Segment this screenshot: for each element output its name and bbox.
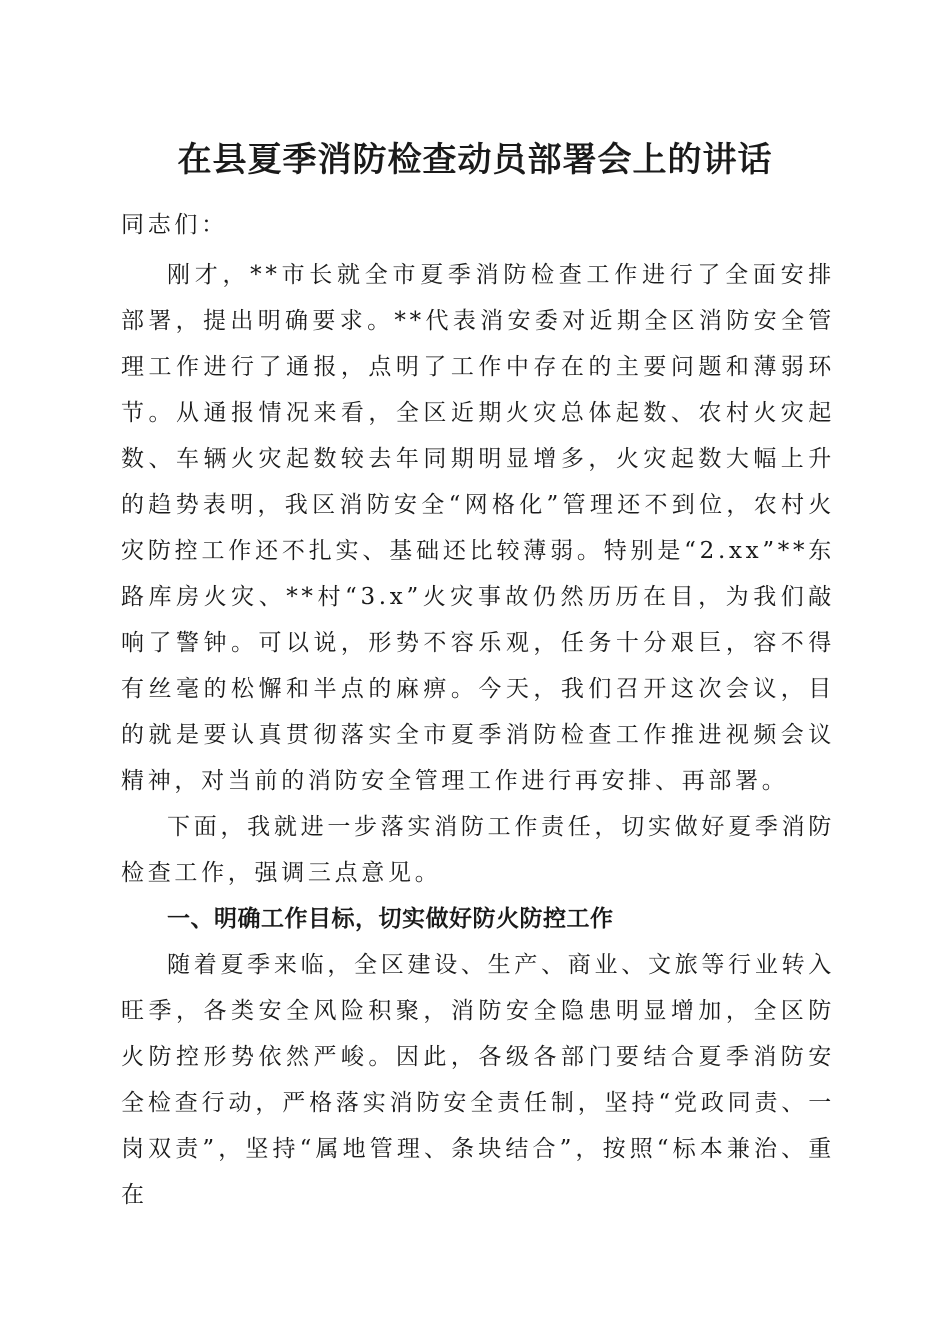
- document-body: [121, 202, 835, 1218]
- document-title: 在县夏季消防检查动员部署会上的讲话: [177, 140, 773, 180]
- paragraph-opening: 刚才，**市长就全市夏季消防检查工作进行了全面安排部署，提出明确要求。**代表消安委对近期全区消防安全管理工作进行了通报，点明了工作中存在的主要问题和薄弱环节。从通报情况来看，全区近期火灾总体起数、农村火灾起数、车辆火灾起数较去年同期明显增多，火灾起数大幅上升的趋势表明，我区消防安全“网格化”管理还不到位，农村火灾防控工作还不扎实、基础还比较薄弱。特别是“2.xx”**东路库房火灾、**村“3.x”火灾事故仍然历历在目，为我们敲响了警钟。可以说，形势不容乐观，任务十分艰巨，容不得有丝毫的松懈和半点的麻痹。今天，我们召开这次会议，目的就是要认真贯彻落实全市夏季消防检查工作推进视频会议精神，对当前的消防安全管理工作进行再安排、再部署。: [121, 262, 835, 794]
- paragraph-section-1: 随着夏季来临，全区建设、生产、商业、文旅等行业转入旺季，各类安全风险积聚，消防安全隐患明显增加，全区防火防控形势依然严峻。因此，各级各部门要结合夏季消防安全检查行动，严格落实消防安全责任制，坚持“党政同责、一岗双责”，坚持“属地管理、条块结合”，按照“标本兼治、重在: [121, 952, 835, 1208]
- section-heading: 一、明确工作目标，切实做好防火防控工作: [167, 906, 614, 932]
- salutation: 同志们：: [121, 212, 228, 238]
- paragraph-transition: 下面，我就进一步落实消防工作责任，切实做好夏季消防检查工作，强调三点意见。: [121, 814, 835, 886]
